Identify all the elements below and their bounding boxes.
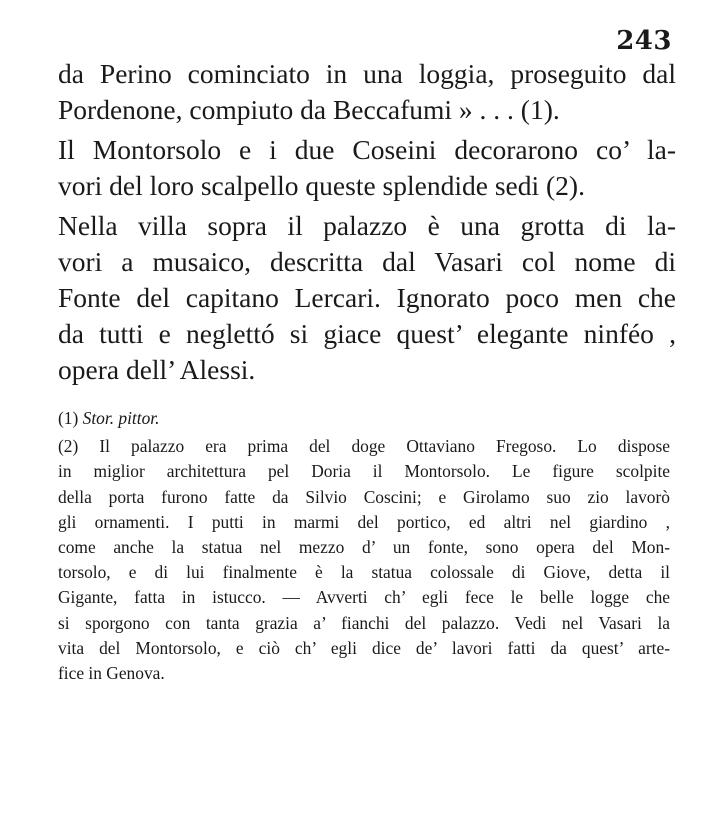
- paragraph-2: [58, 132, 676, 204]
- footnote-line: (2) Il palazzo era prima del doge Ottaviano Fregoso. Lo dispose: [58, 436, 670, 457]
- paragraph-3: [58, 208, 676, 388]
- footnote-line: della porta furono fatte da Silvio Coscini; e Girolamo suo zio lavorò: [58, 486, 670, 507]
- footnote-line: vita del Montorsolo, e ciò ch’ egli dice de’ lavori fatti da quest’ arte-: [58, 637, 670, 658]
- footnote-line: in miglior architettura pel Doria il Montorsolo. Le figure scolpite: [58, 461, 670, 482]
- footnote-2: [58, 434, 670, 686]
- footnote-line: gli ornamenti. I putti in marmi del portico, ed altri nel giardino ,: [58, 511, 670, 532]
- text-line: da Perino cominciato in una loggia, proseguito dal: [58, 58, 676, 89]
- footnote-line: Gigante, fatta in istucco. — Avverti ch’ egli fece le belle logge che: [58, 587, 670, 608]
- footnote-line: si sporgono con tanta grazia a’ fianchi del palazzo. Vedi nel Vasari la: [58, 612, 670, 633]
- footnote-1-marker: (1): [58, 408, 79, 428]
- main-text: [58, 56, 676, 392]
- footnote-1: [58, 406, 670, 431]
- text-line: Fonte del capitano Lercari. Ignorato poco men che: [58, 282, 676, 313]
- text-line: da tutti e neglettó si giace quest’ elegante ninféo ,: [58, 318, 676, 349]
- text-line: vori del loro scalpello queste splendide sedi (2).: [58, 170, 585, 201]
- footnote-line: fice in Genova.: [58, 663, 165, 684]
- footnote-1-text: Stor. pittor.: [82, 408, 160, 428]
- footnotes: [58, 406, 670, 686]
- text-line: Nella villa sopra il palazzo è una grotta di la-: [58, 210, 676, 241]
- paragraph-1: [58, 56, 676, 128]
- text-line: Pordenone, compiuto da Beccafumi » . . . (1).: [58, 94, 560, 125]
- text-line: opera dell’ Alessi.: [58, 354, 256, 385]
- footnote-line: torsolo, e di lui finalmente è la statua colossale di Giove, detta il: [58, 562, 670, 583]
- footnote-line: come anche la statua nel mezzo d’ un fonte, sono opera del Mon-: [58, 537, 670, 558]
- page-number: 243: [616, 26, 672, 56]
- text-line: Il Montorsolo e i due Coseini decorarono co’ la-: [58, 134, 676, 165]
- text-line: vori a musaico, descritta dal Vasari col nome di: [58, 246, 676, 277]
